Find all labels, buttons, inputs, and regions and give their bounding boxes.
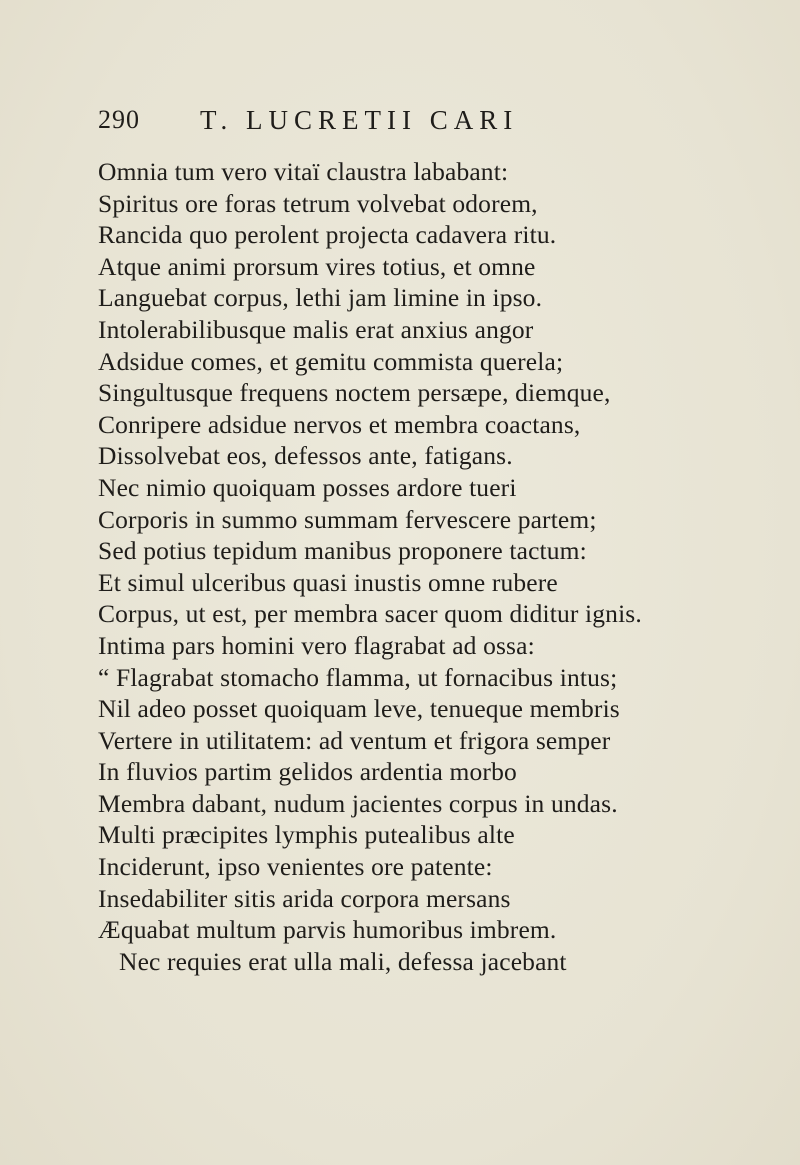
verse-line: Dissolvebat eos, defessos ante, fatigans. (98, 441, 513, 471)
verse-line: Languebat corpus, lethi jam limine in ipso. (98, 283, 543, 313)
verse-block (98, 156, 768, 977)
verse-line: Omnia tum vero vitaï claustra lababant: (98, 157, 509, 186)
verse-line: Rancida quo perolent projecta cadavera ritu. (98, 220, 557, 250)
verse-line: Atque animi prorsum vires totius, et omne (98, 251, 536, 281)
verse-line: In fluvios partim gelidos ardentia morbo (98, 757, 517, 787)
verse-line: Et simul ulceribus quasi inustis omne rubere (98, 567, 558, 597)
verse-line: Spiritus ore foras tetrum volvebat odorem, (98, 188, 538, 218)
verse-line: “ Flagrabat stomacho flamma, ut fornacibus intus; (98, 662, 618, 692)
verse-line: Nil adeo posset quoiquam leve, tenueque membris (98, 694, 620, 724)
verse-line: Insedabiliter sitis arida corpora mersans (98, 883, 511, 913)
verse-line: Intima pars homini vero flagrabat ad ossa: (98, 630, 535, 660)
verse-line: Sed potius tepidum manibus proponere tactum: (98, 536, 587, 566)
verse-line: Singultusque frequens noctem persæpe, diemque, (98, 378, 611, 408)
running-title: T. LUCRETII CARI (200, 105, 519, 135)
verse-line: Nec requies erat ulla mali, defessa jacebant (119, 946, 567, 976)
verse-line: Corpus, ut est, per membra sacer quom diditur ignis. (98, 599, 642, 629)
verse-line: Membra dabant, nudum jacientes corpus in undas. (98, 788, 618, 818)
verse-line: Æquabat multum parvis humoribus imbrem. (98, 915, 557, 945)
verse-line: Nec nimio quoiquam posses ardore tueri (98, 472, 517, 502)
verse-line: Inciderunt, ipso venientes ore patente: (98, 852, 493, 882)
verse-line: Adsidue comes, et gemitu commista querela; (98, 346, 564, 376)
page-header (0, 100, 800, 140)
verse-line: Conripere adsidue nervos et membra coactans, (98, 409, 581, 439)
verse-line: Corporis in summo summam fervescere partem; (98, 504, 597, 534)
verse-line: Multi præcipites lymphis putealibus alte (98, 820, 515, 850)
verse-line: Intolerabilibusque malis erat anxius angor (98, 314, 534, 344)
page-number: 290 (98, 105, 140, 134)
verse-line: Vertere in utilitatem: ad ventum et frigora semper (98, 725, 611, 755)
